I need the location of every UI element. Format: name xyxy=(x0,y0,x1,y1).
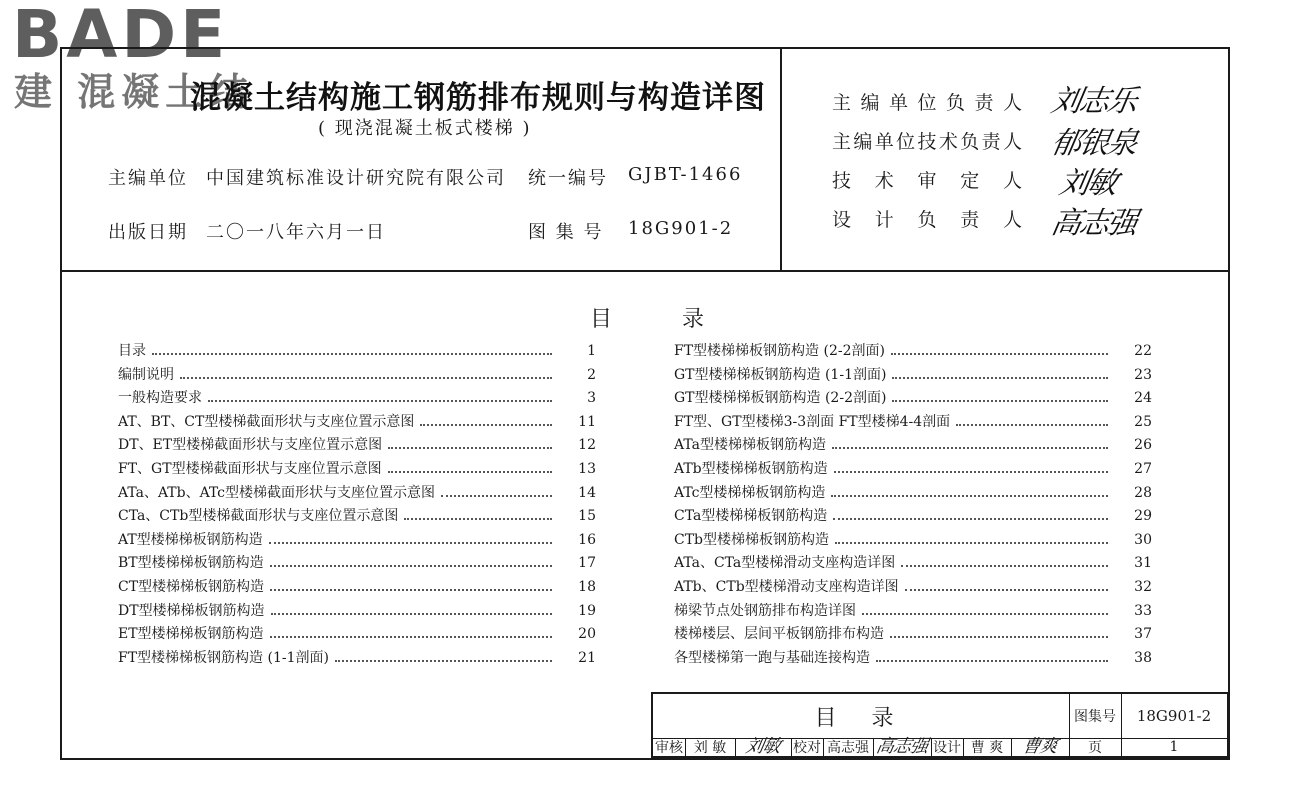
toc-entry xyxy=(118,434,596,456)
toc-entry-title: DT型楼梯梯板钢筋构造 xyxy=(118,602,265,619)
toc-entry-page: 38 xyxy=(1134,649,1152,666)
toc-entry xyxy=(674,600,1152,622)
toc-entry-page: 2 xyxy=(587,366,596,383)
toc-entry xyxy=(674,552,1152,574)
toc-entry-title: FT型楼梯梯板钢筋构造 (1-1剖面) xyxy=(118,649,329,666)
toc-entry xyxy=(674,647,1152,669)
toc-leader-dots xyxy=(890,623,1108,638)
toc-entry-title: ATb型楼梯梯板钢筋构造 xyxy=(674,461,828,477)
toc-entry-title: 编制说明 xyxy=(118,366,174,383)
toc-entry xyxy=(118,623,596,645)
page-label: 页 xyxy=(1088,740,1102,756)
toc-entry-title: 一般构造要求 xyxy=(118,390,202,407)
toc-leader-dots xyxy=(152,340,552,355)
checker-name: 高志强 xyxy=(827,740,869,756)
toc-entry-page: 37 xyxy=(1134,626,1152,643)
signature: 刘志乐 xyxy=(1048,84,1139,119)
toc-entry-title: BT型楼梯梯板钢筋构造 xyxy=(118,555,264,572)
toc-leader-dots xyxy=(835,529,1108,544)
toc-leader-dots xyxy=(876,647,1108,662)
toc-entry-title: ATb、CTb型楼梯滑动支座构造详图 xyxy=(674,579,899,595)
toc-entry-title: CT型楼梯梯板钢筋构造 xyxy=(118,579,265,595)
toc-entry-page: 32 xyxy=(1134,579,1152,595)
toc-entry-page: 27 xyxy=(1134,461,1152,477)
title-block xyxy=(651,692,1229,758)
toc-entry-page: 26 xyxy=(1134,437,1152,454)
toc-entry-page: 30 xyxy=(1134,531,1152,548)
signature: 高志强 xyxy=(1048,206,1139,241)
toc-entry-page: 22 xyxy=(1134,343,1152,359)
toc-entry-title: FT、GT型楼梯截面形状与支座位置示意图 xyxy=(118,461,382,477)
toc-leader-dots xyxy=(831,482,1108,497)
toc-entry-page: 14 xyxy=(578,484,596,501)
designer-name: 曹 爽 xyxy=(970,740,1004,756)
toc-entry xyxy=(674,505,1152,527)
toc-entry-page: 21 xyxy=(578,649,596,666)
toc-entry-page: 13 xyxy=(578,461,596,477)
toc-entry-page: 16 xyxy=(578,531,596,548)
toc-entry xyxy=(674,458,1152,480)
responsible-label: 主编单位负责人 xyxy=(832,92,1022,114)
toc-entry-page: 24 xyxy=(1134,390,1152,407)
responsible-row xyxy=(832,88,1022,115)
title-block-name: 目 录 xyxy=(814,705,908,731)
toc-entry xyxy=(118,340,596,362)
toc-leader-dots xyxy=(891,340,1108,355)
toc-entry xyxy=(674,434,1152,456)
toc-entry xyxy=(674,576,1152,598)
toc-entry-page: 18 xyxy=(578,579,596,595)
logo-mark: BADE xyxy=(12,0,230,73)
toc-leader-dots xyxy=(441,482,552,497)
header-frame-right xyxy=(780,47,1230,272)
toc-entry-title: FT型、GT型楼梯3-3剖面 FT型楼梯4-4剖面 xyxy=(674,413,951,430)
toc-entry-page: 33 xyxy=(1134,602,1152,619)
signature: 刘敏 xyxy=(1056,166,1119,201)
responsible-row xyxy=(832,127,1022,154)
toc-leader-dots xyxy=(833,505,1108,520)
toc-entry xyxy=(118,529,596,551)
document-title: 混凝土结构施工钢筋排布规则与构造详图 xyxy=(190,80,766,116)
toc-leader-dots xyxy=(335,647,552,662)
toc-entry-page: 29 xyxy=(1134,508,1152,525)
toc-entry-page: 17 xyxy=(578,555,596,572)
toc-leader-dots xyxy=(834,458,1108,473)
toc-leader-dots xyxy=(388,458,552,473)
responsible-label: 技术审定人 xyxy=(832,170,1022,192)
toc-entry xyxy=(674,623,1152,645)
document-subtitle: ( 现浇混凝土板式楼梯 ) xyxy=(318,118,532,139)
toc-entry-title: DT、ET型楼梯截面形状与支座位置示意图 xyxy=(118,437,383,454)
toc-entry-title: 目录 xyxy=(118,343,146,359)
toc-leader-dots xyxy=(956,411,1108,426)
toc-entry xyxy=(674,387,1152,409)
toc-entry xyxy=(118,600,596,622)
toc-entry-page: 23 xyxy=(1134,366,1152,383)
title-block-atlas-value: 18G901-2 xyxy=(1136,707,1212,725)
toc-entry-title: 各型楼梯第一跑与基础连接构造 xyxy=(674,649,870,666)
toc-entry xyxy=(118,364,596,386)
toc-leader-dots xyxy=(388,434,552,449)
signature: 郁银泉 xyxy=(1048,126,1139,161)
toc-entry xyxy=(118,482,596,504)
toc-heading-a: 目 xyxy=(590,307,613,332)
toc-entry xyxy=(674,411,1152,433)
toc-entry xyxy=(118,458,596,480)
toc-leader-dots xyxy=(901,552,1108,567)
atlas-label: 图 集 号 xyxy=(528,222,604,243)
toc-entry-page: 31 xyxy=(1134,555,1152,572)
toc-leader-dots xyxy=(832,434,1108,449)
toc-entry xyxy=(118,387,596,409)
title-block-atlas-label: 图集号 xyxy=(1074,709,1116,725)
logo-subtext: 建 混凝土结 xyxy=(14,70,254,114)
toc-leader-dots xyxy=(905,576,1108,591)
toc-leader-dots xyxy=(892,387,1108,402)
toc-entry-title: AT型楼梯梯板钢筋构造 xyxy=(118,531,263,548)
review-label: 审核 xyxy=(655,740,683,756)
toc-leader-dots xyxy=(862,600,1108,615)
responsible-label: 设计负责人 xyxy=(832,209,1022,231)
toc-leader-dots xyxy=(271,600,552,615)
toc-entry xyxy=(674,529,1152,551)
toc-entry-page: 28 xyxy=(1134,484,1152,501)
toc-entry-title: ATa、ATb、ATc型楼梯截面形状与支座位置示意图 xyxy=(118,484,436,501)
toc-entry-page: 20 xyxy=(578,626,596,643)
editor-label: 主编单位 xyxy=(108,168,188,189)
toc-entry-title: GT型楼梯梯板钢筋构造 (2-2剖面) xyxy=(674,390,887,407)
toc-entry-page: 25 xyxy=(1134,413,1152,430)
atlas-value: 18G901-2 xyxy=(628,218,734,239)
toc-heading-b: 录 xyxy=(682,307,705,332)
toc-entry-page: 3 xyxy=(587,390,596,407)
toc-entry-page: 12 xyxy=(578,437,596,454)
toc-entry xyxy=(674,364,1152,386)
toc-entry-title: FT型楼梯梯板钢筋构造 (2-2剖面) xyxy=(674,343,885,359)
toc-entry-title: CTa、CTb型楼梯截面形状与支座位置示意图 xyxy=(118,508,399,525)
toc-leader-dots xyxy=(180,364,552,379)
toc-leader-dots xyxy=(892,364,1108,379)
toc-leader-dots xyxy=(270,576,552,591)
toc-entry-page: 19 xyxy=(578,602,596,619)
toc-leader-dots xyxy=(208,387,552,402)
code-value: GJBT-1466 xyxy=(628,164,743,185)
checker-signature: 高志强 xyxy=(874,736,930,757)
code-label: 统一编号 xyxy=(528,168,608,189)
date-label: 出版日期 xyxy=(108,222,188,243)
toc-entry-title: CTa型楼梯梯板钢筋构造 xyxy=(674,508,828,525)
toc-leader-dots xyxy=(270,552,552,567)
reviewer-signature: 刘敏 xyxy=(743,736,782,757)
toc-entry-title: ATa型楼梯梯板钢筋构造 xyxy=(674,437,826,454)
check-label: 校对 xyxy=(793,740,821,756)
toc-entry xyxy=(674,340,1152,362)
toc-entry xyxy=(118,576,596,598)
toc-entry-page: 11 xyxy=(578,413,596,430)
toc-heading xyxy=(590,302,704,333)
toc-entry xyxy=(118,552,596,574)
responsible-label: 主编单位技术负责人 xyxy=(832,131,1022,153)
toc-entry-page: 15 xyxy=(578,508,596,525)
editor-value: 中国建筑标准设计研究院有限公司 xyxy=(206,168,506,189)
toc-leader-dots xyxy=(270,623,552,638)
toc-entry xyxy=(674,482,1152,504)
toc-entry-title: ATa、CTa型楼梯滑动支座构造详图 xyxy=(674,555,896,572)
toc-leader-dots xyxy=(420,411,552,426)
date-value: 二〇一八年六月一日 xyxy=(206,222,386,243)
toc-entry-page: 1 xyxy=(587,343,596,359)
toc-entry-title: ET型楼梯梯板钢筋构造 xyxy=(118,626,264,643)
designer-signature: 曹爽 xyxy=(1020,736,1059,757)
toc-entry-title: CTb型楼梯梯板钢筋构造 xyxy=(674,531,830,548)
page-value: 1 xyxy=(1169,739,1179,755)
toc-entry-title: ATc型楼梯梯板钢筋构造 xyxy=(674,484,826,501)
toc-entry-title: AT、BT、CT型楼梯截面形状与支座位置示意图 xyxy=(118,413,415,430)
toc-leader-dots xyxy=(404,505,552,520)
reviewer-name: 刘 敏 xyxy=(693,740,727,756)
toc-leader-dots xyxy=(269,529,552,544)
responsible-row xyxy=(832,166,1022,193)
toc-entry xyxy=(118,411,596,433)
toc-entry-title: GT型楼梯梯板钢筋构造 (1-1剖面) xyxy=(674,366,887,383)
toc-entry-title: 楼梯楼层、层间平板钢筋排布构造 xyxy=(674,626,884,643)
toc-entry-title: 梯梁节点处钢筋排布构造详图 xyxy=(674,602,856,619)
toc-entry xyxy=(118,647,596,669)
toc-entry xyxy=(118,505,596,527)
responsible-row xyxy=(832,205,1022,232)
design-label: 设计 xyxy=(933,740,961,756)
